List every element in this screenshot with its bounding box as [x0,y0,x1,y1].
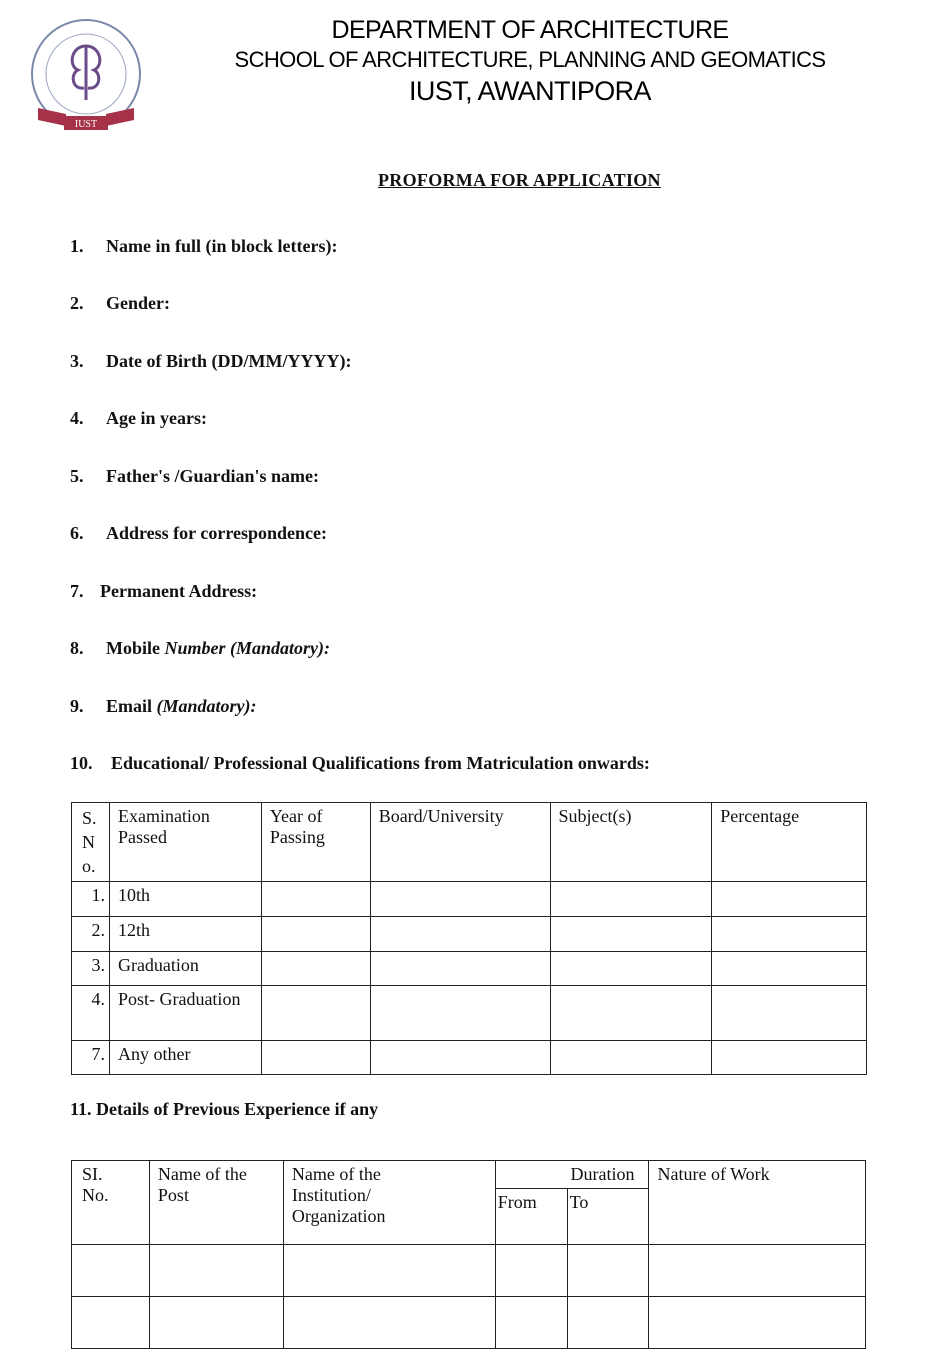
table-row: 4. Post- Graduation [72,986,867,1041]
header-from: From [495,1189,567,1245]
field-correspondence-address: 6. Address for correspondence: [70,523,327,543]
table-header-row [72,803,867,882]
field-gender: 2. Gender: [70,293,170,313]
header-year: Year of Passing [261,803,370,882]
field-permanent-address: 7. Permanent Address: [70,581,258,601]
table-row: 3. Graduation [72,952,867,986]
header-to: To [567,1189,649,1245]
header-duration: Duration [495,1161,649,1189]
header-sl-no: SI. No. [72,1161,150,1245]
header-institution: Name of the Institution/ Organization [283,1161,495,1245]
header-board: Board/University [370,803,550,882]
field-age: 4. Age in years: [70,408,207,428]
department-title: DEPARTMENT OF ARCHITECTURE [331,16,729,44]
field-mobile: 8. Mobile Number (Mandatory): [70,638,330,658]
field-name: 1. Name in full (in block letters): [70,236,338,256]
field-guardian: 5. Father's /Guardian's name: [70,466,320,486]
header-percentage: Percentage [712,803,867,882]
table-row [72,1297,866,1349]
university-logo [26,16,146,136]
field-dob: 3. Date of Birth (DD/MM/YYYY): [70,351,352,371]
field-qualifications: 10. Educational/ Professional Qualifications from Matriculation onwards: [70,753,650,773]
header-subjects: Subject(s) [550,803,712,882]
logo-text: IUST [74,119,98,130]
table-row: 2. 12th [72,917,867,952]
experience-table [71,1160,866,1349]
school-title: SCHOOL OF ARCHITECTURE, PLANNING AND GEOMATICS [234,47,826,72]
header-sno: S. N o. [72,803,110,882]
header-post: Name of the Post [149,1161,283,1245]
university-title: IUST, AWANTIPORA [409,76,651,106]
header-exam: Examination Passed [109,803,261,882]
table-row: 7. Any other [72,1041,867,1075]
header-nature: Nature of Work [649,1161,866,1245]
education-table [71,802,867,1075]
field-email: 9. Email (Mandatory): [70,696,257,716]
form-title: PROFORMA FOR APPLICATION [378,170,661,190]
table-row: 1. 10th [72,882,867,917]
table-row [72,1245,866,1297]
experience-title: 11. Details of Previous Experience if any [70,1099,379,1119]
table-header-row [72,1161,866,1189]
